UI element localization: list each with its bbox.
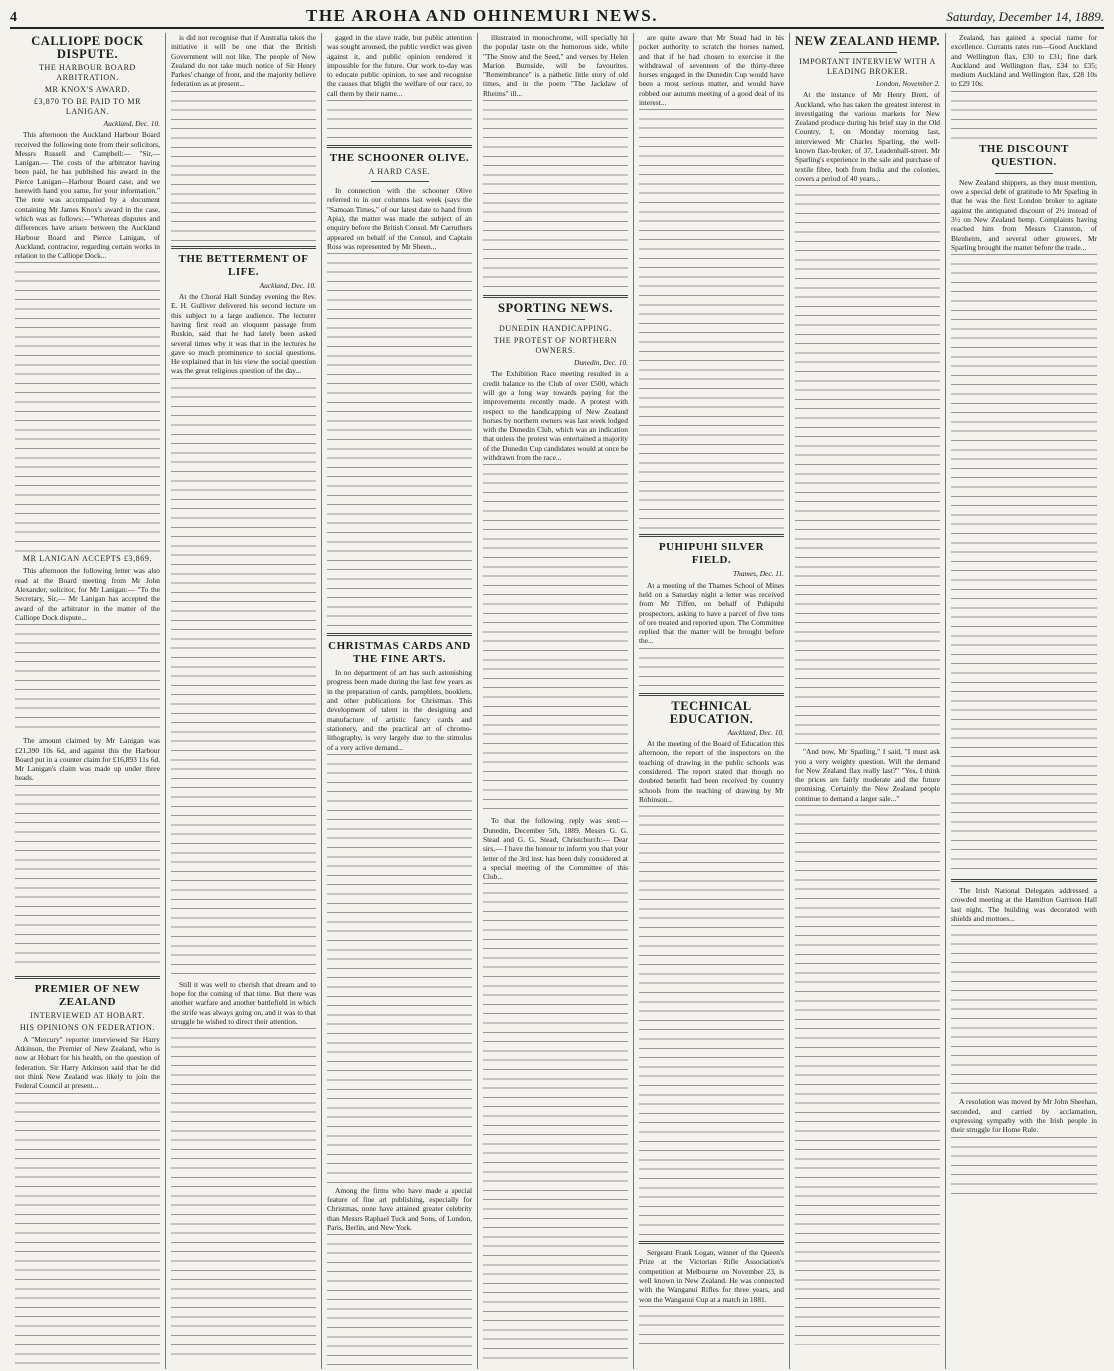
- article-paragraph: At a meeting of the Thames School of Mines held on a Saturday night a letter was received from Mr Tiffen, on behalf of Puhipuhi prospectors, asking to have a parcel of five tons of ore treated and reported upon. The Committee replied that the matter will be brought before the...: [639, 580, 784, 646]
- section-divider: [15, 976, 160, 979]
- article-paragraph: In connection with the schooner Olive referred to in our columns last week (says the "Samoan Times," of our latest date to hand from Apia), the matter was made the subject of an enquiry before the British Consul. Mr Carruthers appeared on behalf of the Consul, and Captain Ross was represented by Mr Sheen...: [327, 186, 472, 251]
- article-body-text: [639, 109, 784, 529]
- article-paragraph: This afternoon the Auckland Harbour Board received the following note from their solicitors, Messrs Russell and Campbell:— "Sir,— Lanigan.— The costs of the arbitrator having been paid, he has published his award in the Pierce Lanigan—Harbour Board case, and we herewith hand you same, for your information." The note was accompanied by a document containing Mr James Knox's award in the case, which was as follows:—"Whereas disputes and differences have arisen between the Auckland Harbour Board and Pierce Lanigan, of Auckland, contractor, regarding certain works in relation to the Calliope Dock...: [15, 130, 160, 261]
- article-subheading: HIS OPINIONS ON FEDERATION.: [19, 1022, 156, 1032]
- article-body-text: [327, 253, 472, 628]
- article-body-text: [327, 1234, 472, 1369]
- article-paragraph: The amount claimed by Mr Lanigan was £21,390 10s 6d, and against this the Harbour Board put in a counter claim for £16,893 11s 6d. Mr Lanigan's claim was made up under three heads.: [15, 736, 160, 783]
- article-body-text: [483, 100, 628, 290]
- article-body-text: [951, 91, 1097, 141]
- article-heading: PUHIPUHI SILVER FIELD.: [658, 541, 765, 567]
- article-heading: THE DISCOUNT QUESTION.: [978, 142, 1070, 168]
- section-divider: [639, 1241, 784, 1244]
- section-divider: [639, 693, 784, 696]
- article-subheading: IMPORTANT INTERVIEW WITH A LEADING BROKER.: [799, 57, 936, 76]
- section-divider: [483, 295, 628, 298]
- article-subheading: DUNEDIN HANDICAPPING.: [498, 324, 613, 334]
- page-number: 4: [10, 10, 17, 25]
- article-paragraph: Sergeant Frank Logan, winner of the Queen's Prize at the Victorian Rifle Association's competition at Melbourne on November 23, is well known in New Zealand. He was connected with the Wanganui Rifles for three years, and won the Wanganui Cup at a match in 1881.: [639, 1248, 784, 1304]
- article-body-text: [15, 785, 160, 971]
- dateline: Auckland, Dec. 10.: [727, 727, 784, 737]
- article-body-text: [951, 1137, 1097, 1197]
- section-divider: [327, 145, 472, 148]
- newspaper-title: THE AROHA AND OHINEMURI NEWS.: [306, 6, 658, 25]
- column-2: [166, 33, 322, 1369]
- article-subheading: INTERVIEWED AT HOBART.: [30, 1010, 145, 1020]
- section-divider: [951, 879, 1097, 882]
- article-body-text: [327, 100, 472, 140]
- column-1: [10, 33, 166, 1369]
- masthead: [10, 6, 1104, 29]
- article-paragraph: is did not recognise that if Australia takes the initiative it will be one that the British Government will not like. The people of New Zealand do not take much notice of Sir Henry Parkes' change of front, and the majority believe federation as at present...: [171, 33, 316, 89]
- article-heading: CALLIOPE DOCK DISPUTE.: [31, 34, 144, 61]
- short-rule: [995, 173, 1053, 174]
- article-subheading: MR LANIGAN ACCEPTS £3,869.: [22, 554, 153, 564]
- article-paragraph: At the meeting of the Board of Education this afternoon, the report of the inspectors on the teaching of drawing in the public schools was considered. The report stated that though no doubted benefit had been received by country schools from the teaching of drawing by Mr Robinson...: [639, 739, 784, 804]
- article-paragraph: New Zealand shippers, as they must mention, owe a special debt of gratitude to Mr Sparling in that he was the first London broker to agitate against the antiquated discount of 2½ instead of 3½ on New Zealand hemp. Complaints having reached him from Messrs Cranston, of Blenheim, and several other growers, Mr Sparling brought the matter before the trade...: [951, 177, 1097, 252]
- section-divider: [171, 246, 316, 249]
- article-heading: NEW ZEALAND HEMP.: [795, 34, 940, 48]
- article-heading: PREMIER OF NEW ZEALAND: [34, 982, 141, 1008]
- article-body-text: [795, 805, 940, 1345]
- column-4: [478, 33, 634, 1369]
- article-paragraph: Among the firms who have made a special feature of fine art publishing, especially for Christmas, none have attained greater celebrity than Messrs Raphael Tuck and Sons, of London, Paris, Berlin, and New York.: [327, 1185, 472, 1233]
- article-paragraph: In no department of art has such astonishing progress been made during the last few years as in the preparation of cards, pamphlets, booklets, and other publications for Christmas. This development of talent in the designing and manufacture of artistic fancy cards and stationery, and the practical art of chromo-lithography, is very largely due to the stimulus of a very active demand...: [327, 668, 472, 752]
- dateline: London, November 2.: [875, 79, 940, 88]
- article-paragraph: A resolution was moved by Mr John Sheehan, seconded, and carried by acclamation, expressing sympathy with the Irish people in their struggle for Home Rule.: [951, 1097, 1097, 1135]
- article-subheading: THE HARBOUR BOARD ARBITRATION.: [39, 63, 136, 82]
- article-body-text: [795, 185, 940, 745]
- short-rule: [527, 319, 585, 320]
- article-subheading: MR KNOX'S AWARD.: [44, 85, 131, 94]
- article-heading: THE SCHOONER OLIVE.: [329, 152, 470, 165]
- short-rule: [839, 52, 897, 53]
- dateline: Dunedin, Dec. 10.: [574, 358, 628, 368]
- article-body-text: [171, 91, 316, 241]
- article-paragraph: Still it was well to cherish that dream and to hope for the coming of that time. But there was another warfare and another battlefield in which the strife was always going on, and it was to that struggle he wished to direct their attention.: [171, 979, 316, 1026]
- article-subheading: A HARD CASE.: [368, 167, 431, 177]
- section-divider: [327, 633, 472, 636]
- article-subheading: THE PROTEST OF NORTHERN OWNERS.: [493, 336, 618, 356]
- article-body-text: [483, 883, 628, 1363]
- column-3: [322, 33, 478, 1369]
- column-7: [946, 33, 1102, 1369]
- article-heading: TECHNICAL EDUCATION.: [669, 698, 754, 726]
- article-body-text: [483, 464, 628, 814]
- dateline: Thames, Dec. 11.: [733, 569, 784, 579]
- article-heading: SPORTING NEWS.: [498, 301, 613, 316]
- column-5: [634, 33, 790, 1369]
- article-heading: THE BETTERMENT OF LIFE.: [178, 252, 309, 278]
- columns: [10, 33, 1104, 1369]
- article-body-text: [639, 648, 784, 688]
- article-paragraph: gaged in the slave trade, but public attention was sought aroused, the public verdict was given against it, and public opinion rendered it impossible for the future. Our work to-day was to educate public opinion, to see and recognise the causes that blight the welfare of our race, to call them by their name...: [327, 33, 472, 98]
- issue-date: Saturday, December 14, 1889.: [946, 9, 1104, 24]
- article-paragraph: Zealand, has gained a special name for excellence. Currants rates run—Good Auckland and Wellington flax, £30 to £31; fine dark Auckland and Wellington flax, £34 to £35; medium Auckland and Wellington flax, £28 10s to £29 10s.: [951, 33, 1097, 89]
- article-paragraph: At the instance of Mr Henry Brett, of Auckland, who has taken the greatest interest in investigating the various markets for New Zealand produce during his brief stay in the Old Country, I, on Monday morning last, interviewed Mr Charles Sparling, the well-known flax-broker, of 37, Leadenhall-street. Mr Sparling's experience in the sale and purchase of textile fibre, both from India and the colonies, covers a period of 40 years...: [795, 90, 940, 183]
- article-paragraph: illustrated in monochrome, will specially hit the popular taste on the humorous side, while "The Snow and the Seed," and verses by Helen Marion Burnside, will be favourites. "Remembrance" is a pathetic little story of old times, and in the poem "The Jackdaw of Rheims" ill...: [483, 33, 628, 98]
- article-heading: CHRISTMAS CARDS AND THE FINE ARTS.: [328, 640, 471, 666]
- article-paragraph: The Irish National Delegates addressed a crowded meeting at the Hamilton Garrison Hall last night. The building was decorated with shields and mottoes...: [951, 886, 1097, 924]
- article-body-text: [639, 806, 784, 1236]
- dateline: Auckland, Dec. 10.: [103, 119, 160, 128]
- article-body-text: [327, 754, 472, 1184]
- dateline: Auckland, Dec. 10.: [259, 280, 316, 290]
- article-body-text: [15, 624, 160, 734]
- article-paragraph: The Exhibition Race meeting resulted in a credit balance to the Club of over £500, which will go a long way towards paying for the improvements recently made. A protest with respect to the handicapping of New Zealand horses by northern owners was last week lodged with the Dunedin Club, which was an indication that unless the protest was entertained a majority of the Dunedin Cup candidates would at once be withdrawn from the race...: [483, 369, 628, 463]
- article-body-text: [171, 1028, 316, 1358]
- article-body-text: [639, 1306, 784, 1346]
- article-subheading: £3,870 TO BE PAID TO MR LANIGAN.: [33, 97, 142, 116]
- article-paragraph: This afternoon the following letter was also read at the Board meeting from Mr John Alexander, solicitor, for Mr Lanigan:— "To the Secretary, Sir,— Mr Lanigan has accepted the award of the arbitrator in the matter of the Calliope Dock dispute...: [15, 566, 160, 622]
- short-rule: [371, 181, 429, 182]
- article-paragraph: "And now, Mr Sparling," I said, "I must ask you a very weighty question. Will the demand for New Zealand flax really last?" "Yes, I think the prices are fairly moderate and the future promising. Certainly the New Zealand people continue to demand a larger sale...": [795, 747, 940, 803]
- article-paragraph: are quite aware that Mr Stead had in his pocket authority to scratch the horses named, and that if he had chosen to exercise it the withdrawal of seventeen of the thirty-three horses engaged in the Dunedin Cup would have been a most serious matter, and would have robbed our autumn meeting of a good deal of its interest...: [639, 33, 784, 108]
- article-body-text: [951, 254, 1097, 874]
- article-body-text: [171, 378, 316, 978]
- article-paragraph: To that the following reply was sent:— Dunedin, December 5th, 1889. Messrs G. G. Stead and G. G. Stead, Christchurch:— Dear sirs,— I have the honour to inform you that your letter of the 3rd inst. has been duly considered at a special meeting of the Committee of this Club...: [483, 816, 628, 882]
- section-divider: [639, 534, 784, 537]
- article-body-text: [15, 1093, 160, 1370]
- article-body-text: [15, 262, 160, 552]
- column-6: [790, 33, 946, 1369]
- article-body-text: [951, 925, 1097, 1095]
- article-paragraph: A "Mercury" reporter interviewed Sir Harry Atkinson, the Premier of New Zealand, who is now at Hobart for his health, on the question of federation. Sir Harry Atkinson said that he did not think New Zealand was likely to join the Federal Council at present...: [15, 1034, 160, 1091]
- article-paragraph: At the Choral Hall Sunday evening the Rev. E. H. Gulliver delivered his second lecture on this subject to a large audience. The lecturer having first read an eloquent passage from Ruskin, said that he had lately been asked several times why it was that in the lectures he gave so much prominence to social questions. He explained that in his view the social question was the great religious question of the day...: [171, 292, 316, 376]
